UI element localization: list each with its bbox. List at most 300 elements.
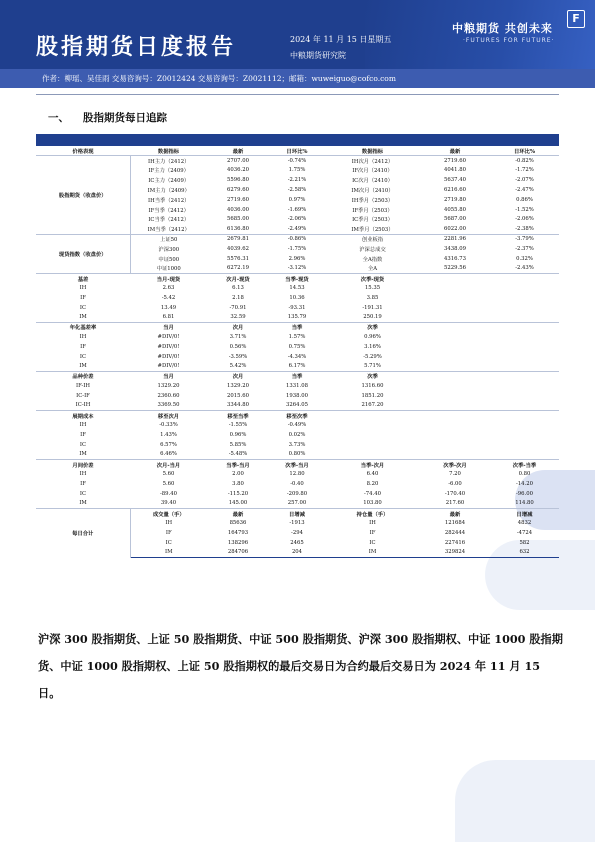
table-cell: -2.49% <box>287 226 307 233</box>
table-cell: 沪深300 <box>158 246 180 253</box>
table-cell: 3264.05 <box>286 402 308 409</box>
column-header: 当月 <box>130 371 207 381</box>
table-cell: 2707.00 <box>207 156 269 166</box>
table-cell: IF <box>369 529 376 536</box>
table-cell: -5.48% <box>228 451 248 458</box>
table-cell: -2.06% <box>287 216 307 223</box>
basis-row <box>36 283 559 293</box>
empty-cell <box>325 411 559 421</box>
column-header: 当季 <box>269 322 325 332</box>
spread-row <box>36 499 559 509</box>
table-top-bar <box>36 134 559 146</box>
column-header: 最新 <box>207 508 269 518</box>
table-cell: 5.60 <box>162 471 175 478</box>
table-cell: 6.17% <box>288 363 306 370</box>
empty-cell <box>420 401 559 411</box>
table-cell: 2360.60 <box>157 392 180 399</box>
table-cell: -4724 <box>516 529 533 536</box>
column-header: 次季 <box>325 371 420 381</box>
brand-logo-icon: F <box>567 10 585 28</box>
table-cell: -5.29% <box>363 353 382 360</box>
table-cell: IC当季（2412） <box>148 217 190 224</box>
table-cell: 2281.96 <box>420 234 490 244</box>
table-cell: 5637.40 <box>444 177 466 184</box>
table-cell: 6022.00 <box>444 226 466 233</box>
empty-cell <box>420 342 559 352</box>
report-header <box>0 0 595 69</box>
table-cell: 4039.62 <box>227 245 249 252</box>
table-cell: IH <box>369 520 376 527</box>
table-cell: 5229.56 <box>444 265 466 272</box>
column-header: 次月-现货 <box>207 273 269 283</box>
table-cell: 0.02% <box>288 432 306 438</box>
table-cell: 3344.80 <box>227 402 249 409</box>
section-heading <box>48 110 167 125</box>
column-header: 次月 <box>207 322 269 332</box>
futures-table <box>36 134 559 558</box>
rollcost-label: 展期成本 <box>36 411 130 421</box>
table-cell: 164793 <box>227 529 249 536</box>
table-cell: 6.57% <box>160 441 177 448</box>
table-cell: 5.71% <box>364 363 381 370</box>
table-cell: -2.07% <box>515 177 534 184</box>
basis-row <box>36 293 559 303</box>
table-cell: IF次月（2410） <box>352 168 393 175</box>
table-cell: 3.16% <box>364 343 381 350</box>
table-cell: 2465 <box>290 539 304 546</box>
table-cell: -294 <box>291 529 303 536</box>
table-cell: -3.79% <box>490 234 559 244</box>
table-cell: #DIV/0! <box>157 353 180 360</box>
table-cell: 2.96% <box>288 255 306 262</box>
table-cell: -0.33% <box>159 422 178 429</box>
table-cell: 0.97% <box>288 196 306 203</box>
spot-row <box>36 234 559 244</box>
table-cell: 39.40 <box>160 500 177 507</box>
empty-cell <box>420 362 559 372</box>
table-cell: -6.00 <box>448 480 462 487</box>
table-cell: 上证50 <box>130 234 207 244</box>
table-cell: IM当季（2412） <box>147 227 190 234</box>
table-cell: 中证500 <box>158 256 180 263</box>
table-cell: 6.46% <box>160 451 177 458</box>
table-cell: 1.75% <box>288 167 306 174</box>
column-header: 当季-当月 <box>207 460 269 470</box>
table-cell: 全A指数 <box>362 256 383 263</box>
column-header: 当季-现货 <box>269 273 325 283</box>
institute-name: 中粮期货研究院 <box>290 51 346 60</box>
table-cell: 13.49 <box>160 304 177 311</box>
table-cell: 2015.60 <box>227 392 249 399</box>
rollcost-row <box>36 420 559 430</box>
empty-cell <box>420 303 559 313</box>
table-cell: 217.60 <box>445 500 465 507</box>
ratio-row <box>36 401 559 411</box>
column-header: 日环比% <box>286 148 308 155</box>
table-cell: 135.79 <box>287 314 307 321</box>
table-cell: 2679.81 <box>207 234 269 244</box>
table-cell: 5685.00 <box>227 216 249 223</box>
table-cell: -1913 <box>289 520 305 527</box>
column-header: 当季 <box>269 371 325 381</box>
table-cell: IF <box>165 529 172 536</box>
column-header: 日增减 <box>490 508 559 518</box>
price-label: 股指期货（收盘价） <box>36 156 130 234</box>
column-header: 价格表现 <box>72 148 94 155</box>
annualized-row <box>36 362 559 372</box>
table-cell: 0.75% <box>288 343 306 350</box>
table-cell: IM <box>79 363 87 370</box>
table-cell: 582 <box>519 539 530 546</box>
empty-cell <box>325 440 559 450</box>
table-cell: 0.86% <box>516 196 533 203</box>
table-cell: 2.00 <box>232 471 244 478</box>
table-cell: 5596.80 <box>227 177 249 184</box>
column-header: 当月-现货 <box>130 273 207 283</box>
position-label: 每日合计 <box>36 508 130 557</box>
basis-label: 基差 <box>36 273 130 283</box>
table-cell: 2719.60 <box>420 156 490 166</box>
table-cell: 103.80 <box>363 500 382 507</box>
table-top-bar-cell <box>36 134 559 146</box>
table-cell: 0.96% <box>229 432 247 438</box>
table-cell: 中证1000 <box>156 266 181 273</box>
table-cell: 2719.60 <box>227 196 249 203</box>
table-cell: 5687.00 <box>444 216 466 223</box>
table-cell: -1.55% <box>228 422 248 429</box>
table-cell: 32.59 <box>230 314 246 321</box>
table-cell: 145.00 <box>228 500 248 507</box>
table-cell: IF <box>80 432 86 438</box>
table-cell: -115.20 <box>227 490 249 497</box>
table-cell: IM <box>79 314 87 321</box>
table-cell: 0.96% <box>364 334 381 341</box>
table-cell: 250.19 <box>363 314 382 321</box>
table-cell: IC主力（2409） <box>148 178 190 185</box>
column-header: 最新 <box>420 508 490 518</box>
price-row <box>36 156 559 166</box>
column-header: 数据指标 <box>361 148 384 155</box>
spot-label: 现货指数（收盘价） <box>36 234 130 273</box>
rollcost-row <box>36 440 559 450</box>
table-cell: IF <box>80 480 86 487</box>
table-cell: 1938.00 <box>286 392 308 399</box>
table-cell: IH次月（2412） <box>325 156 420 166</box>
empty-cell <box>420 283 559 293</box>
table-cell: 3.73% <box>288 441 306 448</box>
table-cell: -0.40 <box>290 480 304 487</box>
table-cell: IM主力（2409） <box>147 188 190 195</box>
ratio-label: 品种价差 <box>36 371 130 381</box>
table-cell: -4.34% <box>287 353 307 360</box>
empty-cell <box>325 430 559 440</box>
table-cell: 3.71% <box>229 334 247 341</box>
column-header: 移至次月 <box>130 411 207 421</box>
table-cell: 6272.19 <box>227 265 249 272</box>
futures-table-body <box>36 134 559 557</box>
table-cell: 0.80 <box>518 471 531 478</box>
column-header: 最新 <box>449 148 461 155</box>
rollcost-row <box>36 450 559 460</box>
table-cell: 全A <box>367 266 378 273</box>
table-cell: 0.56% <box>229 343 247 350</box>
table-cell: IH当季（2412） <box>148 197 190 204</box>
table-cell: #DIV/0! <box>157 363 180 370</box>
table-cell: IM <box>130 548 207 558</box>
table-cell: IM次月（2410） <box>351 188 394 195</box>
table-cell: 6.13 <box>232 285 244 292</box>
column-header: 次月-当月 <box>130 460 207 470</box>
basis-row <box>36 303 559 313</box>
table-cell: 6.40 <box>366 471 379 478</box>
column-header: 次季-当月 <box>269 460 325 470</box>
table-cell: 6136.80 <box>227 226 249 233</box>
table-cell: 329824 <box>420 548 490 558</box>
table-cell: -74.40 <box>364 490 381 497</box>
table-cell: IF季月（2503） <box>352 207 393 214</box>
table-cell: #DIV/0! <box>157 343 180 350</box>
column-header: 持仓量（手） <box>325 508 420 518</box>
column-header: 次季-现货 <box>325 273 420 283</box>
spread-label: 月间价差 <box>36 460 130 470</box>
table-header-row <box>36 146 559 156</box>
table-cell: #DIV/0! <box>157 334 180 341</box>
report-title: 股指期货日度报告 <box>36 34 237 60</box>
table-cell: IC季月（2503） <box>352 217 393 224</box>
table-cell: -89.40 <box>160 490 177 497</box>
table-cell: IC-IH <box>75 402 91 409</box>
table-cell: 1329.20 <box>157 383 180 390</box>
empty-cell <box>420 381 559 391</box>
empty-cell <box>420 391 559 401</box>
table-cell: IM <box>325 548 420 558</box>
empty-cell <box>325 420 559 430</box>
table-cell: IC-IF <box>76 392 90 399</box>
table-cell: 10.36 <box>289 294 305 301</box>
column-header: 移至当季 <box>207 411 269 421</box>
table-cell: 6.81 <box>162 314 175 321</box>
column-header: 次季-次月 <box>420 460 490 470</box>
table-cell: IH <box>165 520 173 527</box>
table-cell: IH <box>79 334 87 341</box>
empty-cell <box>420 313 559 323</box>
table-cell: IM <box>79 500 87 507</box>
table-cell: 4055.80 <box>444 206 466 213</box>
table-cell: IM季月（2503） <box>351 227 394 234</box>
table-cell: 85636 <box>229 520 247 527</box>
column-header: 次季 <box>325 322 420 332</box>
table-cell: 284706 <box>207 548 269 558</box>
table-cell: IF当季（2412） <box>148 207 189 214</box>
column-header: 当月 <box>130 322 207 332</box>
report-date: 2024 年 11 月 15 日星期五 <box>290 35 392 44</box>
table-cell: IF主力（2409） <box>148 168 189 175</box>
annualized-row <box>36 352 559 362</box>
table-cell: 1.57% <box>288 334 306 341</box>
table-cell: 6279.60 <box>227 187 249 194</box>
table-cell: IH <box>79 422 87 429</box>
empty-cell <box>420 322 559 332</box>
table-cell: 1851.20 <box>361 392 384 399</box>
column-header: 当季-次月 <box>325 460 420 470</box>
table-cell: 227416 <box>444 539 466 546</box>
brand-slogan: 中粮期货 共创未来 <box>452 22 553 35</box>
table-cell: 1329.20 <box>227 383 249 390</box>
column-header: 移至次季 <box>269 411 325 421</box>
column-header: 最新 <box>232 148 244 155</box>
table-cell: 204 <box>269 548 325 558</box>
table-cell: 3438.09 <box>444 245 466 252</box>
table-cell: -2.21% <box>287 177 307 184</box>
table-cell: IC <box>165 539 172 546</box>
annualized-header-row <box>36 322 559 332</box>
table-cell: 632 <box>490 548 559 558</box>
table-cell: IC <box>79 441 87 448</box>
rollcost-row <box>36 430 559 440</box>
table-cell: 4041.80 <box>444 167 466 174</box>
table-cell: 2.18 <box>232 294 244 301</box>
empty-cell <box>420 352 559 362</box>
table-cell: -2.47% <box>515 187 534 194</box>
table-cell: 5.85% <box>229 441 247 448</box>
table-cell: IC <box>79 304 87 311</box>
decor-shape <box>455 760 595 842</box>
table-cell: -1.69% <box>287 206 307 213</box>
ratio-header-row <box>36 371 559 381</box>
table-cell: 3.85 <box>366 294 379 301</box>
table-cell: -2.38% <box>515 226 534 233</box>
table-cell: -3.12% <box>287 265 307 272</box>
table-cell: 5.60 <box>162 480 175 487</box>
table-cell: 15.35 <box>364 285 381 292</box>
table-cell: -209.80 <box>286 490 308 497</box>
table-cell: 2719.80 <box>444 196 466 203</box>
table-cell: 1.43% <box>160 432 177 438</box>
annualized-row <box>36 332 559 342</box>
table-cell: -5.42 <box>161 294 176 301</box>
table-cell: 5576.31 <box>227 255 249 262</box>
table-cell: 沪深总成交 <box>359 246 386 253</box>
column-header: 次季-当季 <box>490 460 559 470</box>
table-cell: 4832 <box>517 520 532 527</box>
empty-cell <box>420 371 559 381</box>
table-cell: -0.86% <box>269 234 325 244</box>
expiry-note: 沪深 300 股指期货、上证 50 股指期货、中证 500 股指期货、沪深 300 股指期权、中证 1000 股指期货、中证 1000 股指期权、上证 50 股指期权的最后交易日为合约最后交易日为 2024 年 11 月 15 日。 <box>38 632 563 700</box>
position-header-row <box>36 508 559 518</box>
empty-cell <box>420 293 559 303</box>
column-header: 成交量（手） <box>130 508 207 518</box>
table-cell: -70.91 <box>229 304 247 311</box>
table-cell: 1316.60 <box>361 383 384 390</box>
table-cell: 0.32% <box>516 255 533 262</box>
ratio-row <box>36 381 559 391</box>
table-cell: 14.53 <box>289 285 305 292</box>
column-header: 日环比% <box>514 148 535 155</box>
table-cell: IF-IH <box>75 383 91 390</box>
table-cell: -2.43% <box>515 265 534 272</box>
table-cell: 4036.20 <box>227 167 249 174</box>
author-line: 作者：柳瑶、吴佳雨 交易咨询号：Z0012424 交易咨询号：Z0021112；邮箱：wuweiguo@cofco.com <box>0 69 595 88</box>
table-cell: -2.37% <box>515 245 534 252</box>
brand-slogan-en: ·FUTURES FOR FUTURE· <box>463 37 555 44</box>
table-cell: -170.40 <box>444 490 466 497</box>
table-cell: IC <box>369 539 376 546</box>
table-cell: IC <box>79 490 87 497</box>
table-cell: 2.63 <box>162 285 175 292</box>
basis-row <box>36 313 559 323</box>
annualized-label: 年化基差率 <box>36 322 130 332</box>
spread-row <box>36 469 559 479</box>
table-cell: IM <box>79 451 87 458</box>
table-cell: IF <box>80 343 86 350</box>
table-cell: -1.75% <box>287 245 307 252</box>
table-cell: -2.58% <box>287 187 307 194</box>
table-cell: -1.52% <box>515 206 534 213</box>
basis-header-row <box>36 273 559 283</box>
table-cell: 创业板指 <box>325 234 420 244</box>
table-cell: 138296 <box>227 539 249 546</box>
ratio-row <box>36 391 559 401</box>
table-cell: -2.06% <box>515 216 534 223</box>
table-cell: IC次月（2410） <box>352 178 393 185</box>
table-cell: 5.42% <box>229 363 247 370</box>
empty-cell <box>325 450 559 460</box>
table-cell: 7.20 <box>449 471 461 478</box>
column-header: 数据指标 <box>157 148 180 155</box>
annualized-row <box>36 342 559 352</box>
table-cell: IC <box>79 353 87 360</box>
section-title: 股指期货每日追踪 <box>83 112 167 124</box>
table-cell: IF <box>80 294 86 301</box>
table-cell: 4036.00 <box>227 206 249 213</box>
table-cell: 114.80 <box>515 500 534 507</box>
table-cell: -0.82% <box>490 156 559 166</box>
table-cell: 12.80 <box>289 471 305 478</box>
table-cell: 1331.08 <box>286 383 308 390</box>
empty-cell <box>420 332 559 342</box>
table-cell: -93.31 <box>288 304 306 311</box>
table-cell: IH <box>79 471 87 478</box>
table-cell: 282444 <box>444 529 466 536</box>
table-cell: IH主力（2412） <box>130 156 207 166</box>
table-cell: 121684 <box>444 520 466 527</box>
column-header: 次月 <box>207 371 269 381</box>
rollcost-header-row <box>36 411 559 421</box>
table-cell: 257.00 <box>287 500 307 507</box>
spread-row <box>36 479 559 489</box>
divider <box>36 94 559 95</box>
table-cell: 3369.50 <box>157 402 180 409</box>
table-cell: -1.72% <box>515 167 534 174</box>
table-cell: -3.59% <box>228 353 248 360</box>
table-cell: 2167.20 <box>361 402 384 409</box>
spread-row <box>36 489 559 499</box>
table-cell: -0.74% <box>269 156 325 166</box>
table-cell: -0.49% <box>287 422 307 429</box>
empty-cell <box>420 273 559 283</box>
table-cell: 0.80% <box>288 451 306 458</box>
column-header: 日增减 <box>269 508 325 518</box>
table-cell: -14.20 <box>516 480 533 487</box>
table-cell: IH <box>79 285 87 292</box>
table-cell: -191.31 <box>362 304 383 311</box>
table-cell: 4316.73 <box>444 255 466 262</box>
table-cell: 8.20 <box>366 480 379 487</box>
section-number: 一、 <box>48 112 69 124</box>
table-cell: -96.00 <box>516 490 533 497</box>
table-cell: IH季月（2503） <box>351 197 394 204</box>
spread-header-row <box>36 460 559 470</box>
